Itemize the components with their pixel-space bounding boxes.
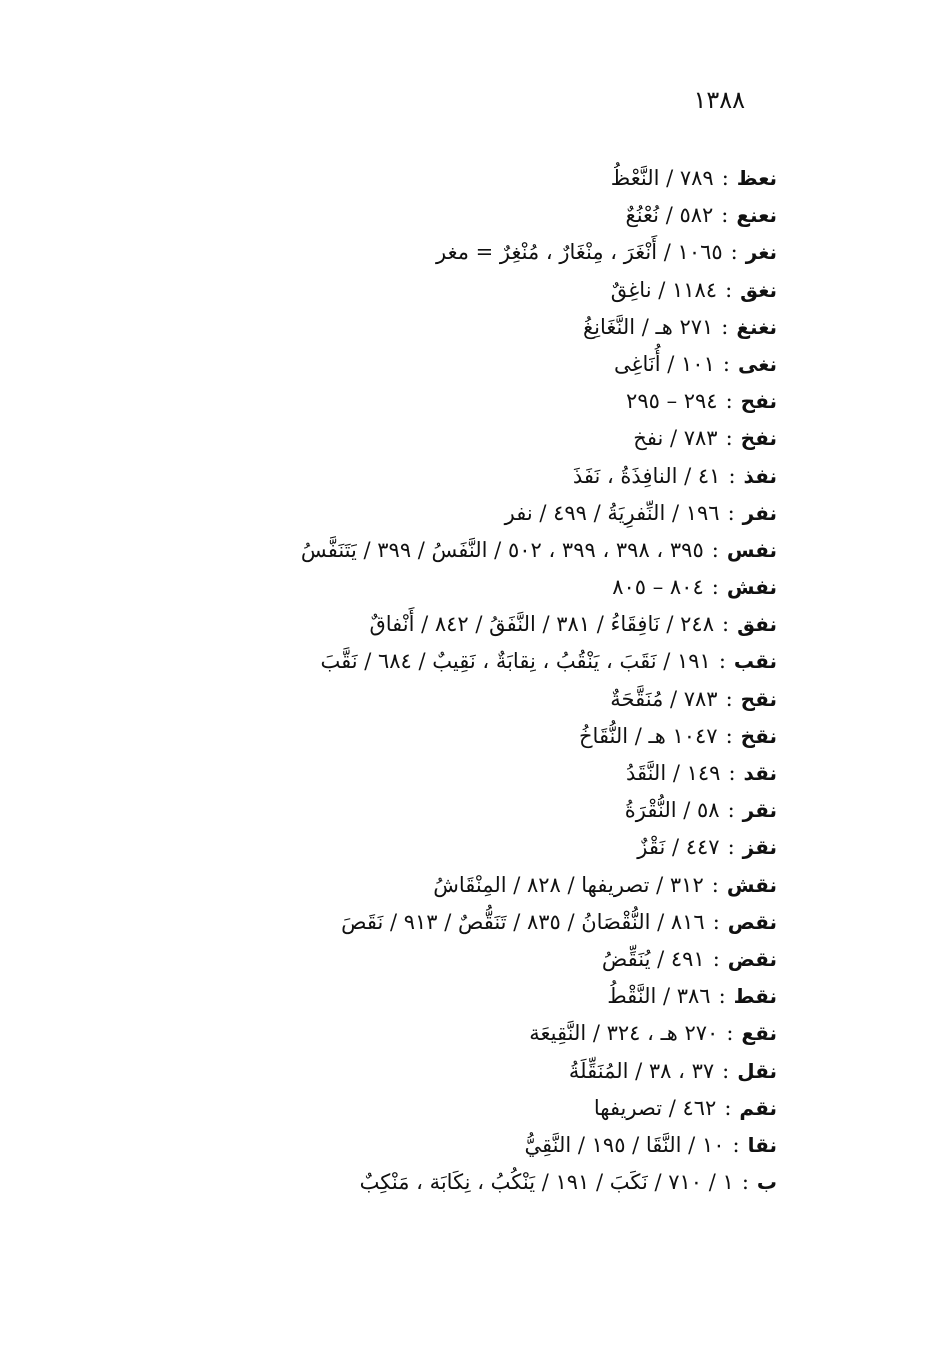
index-entry [157, 160, 777, 197]
entry-colon: : [725, 426, 733, 451]
entry-references: ٤٤٧ / نَقْزٌ [637, 835, 720, 860]
index-entry [157, 309, 777, 346]
entry-references: ١٠ / النَّقَا / ١٩٥ / النَّقِيُّ [524, 1132, 725, 1157]
entry-references: ١١٨٤ / ناغِقٌ [610, 277, 718, 302]
entry-root: نفق [737, 612, 777, 637]
index-entry [157, 681, 777, 718]
index-entry [157, 1090, 777, 1127]
entry-references: ٤٦٢ / تصريفها [593, 1095, 717, 1120]
index-entry [157, 272, 777, 309]
entry-colon: : [712, 909, 720, 934]
index-entry [157, 458, 777, 495]
entry-colon: : [727, 835, 735, 860]
entry-references: ٤٩١ / يُنَقِّضُ [601, 946, 705, 971]
entry-root: نقر [742, 798, 777, 823]
entry-colon: : [711, 872, 719, 897]
entry-colon: : [726, 1021, 734, 1046]
entry-references: ٧٨٩ / النَّعْظُ [610, 166, 714, 190]
index-entry [157, 718, 777, 755]
entry-colon: : [730, 240, 738, 265]
entry-root: نقخ [740, 723, 777, 748]
entry-root: نغنغ [736, 314, 777, 339]
entry-root: نفر [742, 500, 777, 525]
entry-root: نقش [726, 872, 777, 897]
entry-root: نغق [740, 277, 777, 302]
entry-root: نقم [739, 1095, 777, 1120]
index-entry [157, 792, 777, 829]
entry-root: نقا [747, 1132, 777, 1157]
entry-root: نعنع [736, 203, 777, 228]
entry-references: ٢٧٠ هـ ، ٣٢٤ / النَّقِيعَة [529, 1021, 719, 1046]
index-entry [157, 1053, 777, 1090]
index-entry [157, 1015, 777, 1052]
index-entry [157, 1164, 777, 1201]
entry-root: نفذ [743, 463, 777, 488]
entry-colon: : [725, 277, 733, 302]
index-entry [157, 978, 777, 1015]
entry-references: ٧٨٣ / نفخ [633, 426, 718, 451]
entry-colon: : [725, 723, 733, 748]
entry-references: ٢٤٨ / نَافِقَاءُ / ٣٨١ / النَّفَقُ / ٨٤٢ / أَنْفاقٌ [369, 612, 714, 637]
index-entry [157, 532, 777, 569]
entry-root: نفش [726, 575, 777, 600]
index-entry [157, 643, 777, 680]
entry-root: نغر [745, 240, 777, 265]
entry-root: نفح [740, 389, 777, 414]
entry-colon: : [728, 463, 736, 488]
entry-references: ١٩١ / نَقَبَ ، يَنْقُبُ ، نِقابَةٌ ، نَقِيبٌ / ٦٨٤ / نَقَّبَ [320, 649, 711, 674]
index-entry [157, 867, 777, 904]
entry-root: نقب [733, 649, 777, 674]
index-entry [157, 606, 777, 643]
entry-references: ٢٩٤ – ٢٩٥ [626, 389, 718, 414]
entry-references: ٣٩٥ ، ٣٩٨ ، ٣٩٩ ، ٥٠٢ / النَّفَسُ / ٣٩٩ / يَتَنَفَّسُ [300, 537, 704, 562]
entry-root: نغى [737, 351, 777, 376]
entry-colon: : [727, 500, 735, 525]
entry-colon: : [728, 761, 736, 785]
entry-references: ١٤٩ / النَّقَدُ [625, 761, 721, 785]
entry-colon: : [724, 1095, 732, 1120]
entry-references: ١٠١ / أُنَاغِى [614, 351, 715, 376]
entry-colon: : [722, 1058, 730, 1083]
entry-references: ١٠٤٧ هـ / النُّقَاخُ [578, 723, 718, 748]
entry-root: نقض [727, 946, 777, 971]
entry-references: ٨١٦ / النُّقْصَانُ / ٨٣٥ / تَنَقُّصٌ / ٩١٣ / نَقَصَ [341, 909, 705, 934]
index-entry [157, 495, 777, 532]
entry-colon: : [741, 1170, 749, 1195]
index-entry [157, 383, 777, 420]
entry-references: ٢٧١ هـ / النَّغَانِغُ [583, 314, 714, 339]
entry-references: ٣١٢ / تصريفها / ٨٢٨ / المِنْقَاشُ [433, 872, 704, 897]
entry-references: ٧٨٣ / مُنَقَّحَةٌ [610, 686, 718, 711]
entry-references: ٤١ / النافِذَةُ ، نَفَذَ [572, 463, 721, 488]
entry-root: نقح [740, 686, 777, 711]
index-entry [157, 420, 777, 457]
entry-colon: : [721, 166, 729, 190]
index-entry [157, 234, 777, 271]
entry-colon: : [722, 351, 730, 376]
entry-colon: : [721, 612, 730, 637]
entry-root: ب [756, 1170, 777, 1195]
index-entry [157, 904, 777, 941]
entry-root: نفخ [740, 426, 777, 451]
entry-root: نقز [742, 835, 777, 860]
entry-colon: : [711, 575, 719, 600]
entry-colon: : [718, 984, 726, 1009]
entry-references: ٨٠٤ – ٨٠٥ [612, 575, 704, 600]
entry-colon: : [721, 314, 729, 339]
entry-root: نفس [726, 537, 777, 562]
entry-colon: : [711, 537, 719, 562]
entry-root: نعظ [736, 166, 777, 190]
entry-colon: : [721, 203, 729, 228]
entry-references: ١ / ٧١٠ / نَكَبَ / ١٩١ / يَنْكُبُ ، نِكَابَة ، مَنْكِبٌ [359, 1170, 734, 1195]
entry-root: نقط [733, 984, 777, 1009]
entry-references: ١٩٦ / النِّفرِيَةُ / ٤٩٩ / نفر [504, 500, 720, 525]
entry-colon: : [725, 686, 733, 711]
index-entry [157, 197, 777, 234]
index-entry [157, 829, 777, 866]
index-entry [157, 941, 777, 978]
entry-references: ١٠٦٥ / أَنْغَرَ ، مِنْغَارٌ ، مُنْغِرٌ = مغر [435, 240, 723, 265]
entry-root: نقل [737, 1058, 777, 1083]
entry-colon: : [727, 798, 735, 823]
index-entry [157, 755, 777, 792]
index-entry [157, 346, 777, 383]
entry-references: ٣٧ ، ٣٨ / المُنَقِّلَةُ [568, 1058, 715, 1083]
index-entries [157, 160, 777, 1201]
entry-root: نقد [743, 761, 777, 785]
index-entry [157, 569, 777, 606]
entry-colon: : [712, 946, 720, 971]
entry-colon: : [718, 649, 726, 674]
entry-references: ٥٨٢ / نُعْنُعٌ [625, 203, 714, 228]
index-entry [157, 1127, 777, 1164]
entry-colon: : [725, 389, 733, 414]
page-number: ١٣٨٨ [693, 86, 745, 114]
entry-root: نقع [741, 1021, 777, 1046]
entry-references: ٣٨٦ / النَّقْطُ [607, 984, 711, 1009]
entry-colon: : [732, 1132, 740, 1157]
entry-references: ٥٨ / النُّقْرَةُ [624, 798, 720, 823]
entry-root: نقص [727, 909, 777, 934]
